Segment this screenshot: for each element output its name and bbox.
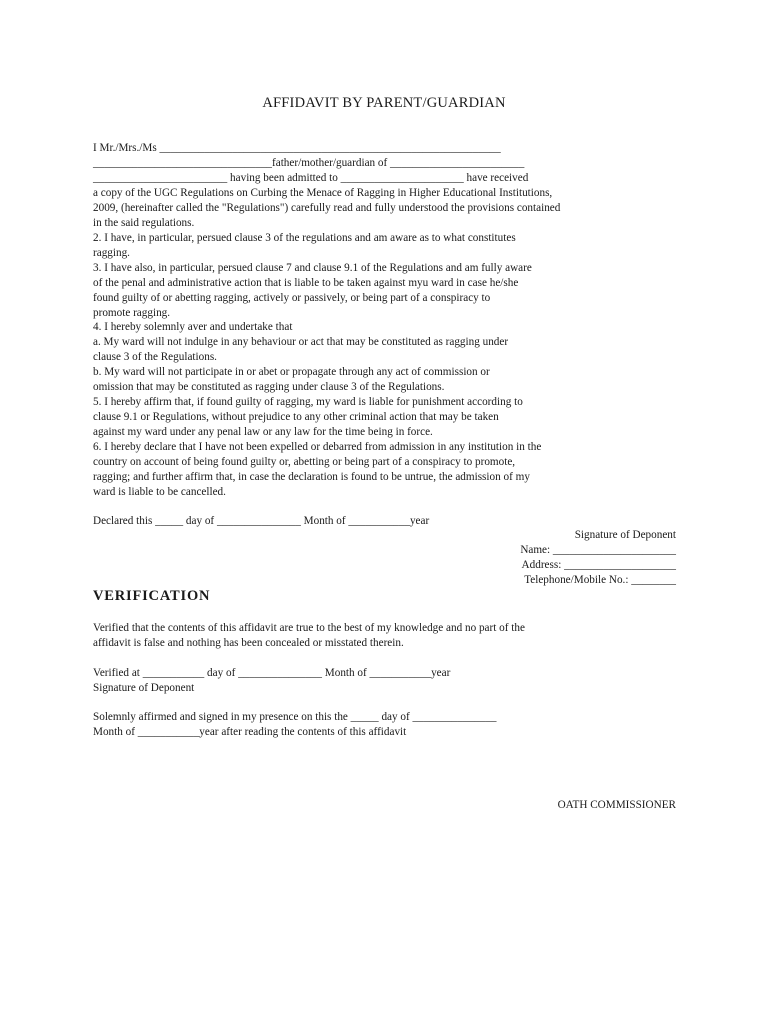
body-line-14: a. My ward will not indulge in any behaviour or act that may be constituted as ragging under xyxy=(93,336,509,348)
body-line-7: 2. I have, in particular, persued clause 3 of the regulations and am aware as to what constitutes xyxy=(93,232,516,244)
body-line-20: against my ward under any penal law or any law for the time being in force. xyxy=(93,426,433,438)
deponent-address-field: Address: ____________________ xyxy=(521,559,676,571)
body-line-17: omission that may be constituted as ragging under clause 3 of the Regulations. xyxy=(93,381,445,393)
body-line-2: ________________________________father/mother/guardian of ________________________ xyxy=(93,157,525,169)
body-line-5: 2009, (hereinafter called the "Regulations") carefully read and fully understood the provisions contained xyxy=(93,202,561,214)
body-line-18: 5. I hereby affirm that, if found guilty of ragging, my ward is liable for punishment according to xyxy=(93,396,523,408)
body-line-4: a copy of the UGC Regulations on Curbing the Menace of Ragging in Higher Educational Institutions, xyxy=(93,187,553,199)
verification-text-line-1: Verified that the contents of this affidavit are true to the best of my knowledge and no part of the xyxy=(93,622,525,634)
body-line-6: in the said regulations. xyxy=(93,217,195,229)
body-line-22: country on account of being found guilty or, abetting or being part of a conspiracy to promote, xyxy=(93,456,516,468)
verification-text-line-2: affidavit is false and nothing has been concealed or misstated therein. xyxy=(93,637,404,649)
body-line-1: I Mr./Mrs./Ms _____________________________________________________________ xyxy=(93,142,501,154)
body-line-13: 4. I hereby solemnly aver and undertake that xyxy=(93,321,293,333)
verification-heading: VERIFICATION xyxy=(93,588,211,604)
document-title: AFFIDAVIT BY PARENT/GUARDIAN xyxy=(262,95,506,111)
oath-commissioner-label: OATH COMMISSIONER xyxy=(557,799,676,811)
body-line-21: 6. I hereby declare that I have not been expelled or debarred from admission in any institution in the xyxy=(93,441,542,453)
body-line-9: 3. I have also, in particular, persued clause 7 and clause 9.1 of the Regulations and am fully aware xyxy=(93,262,532,274)
body-line-15: clause 3 of the Regulations. xyxy=(93,351,217,363)
body-line-10: of the penal and administrative action that is liable to be taken against myu ward in case he/she xyxy=(93,277,519,289)
deponent-name-field: Name: ______________________ xyxy=(520,544,676,556)
declared-line: Declared this _____ day of _______________ Month of ___________year xyxy=(93,515,430,527)
body-line-19: clause 9.1 or Regulations, without prejudice to any other criminal action that may be taken xyxy=(93,411,499,423)
body-line-11: found guilty of or abetting ragging, actively or passively, or being part of a conspiracy to xyxy=(93,292,491,304)
affirmed-line-2: Month of ___________year after reading the contents of this affidavit xyxy=(93,726,407,738)
body-line-16: b. My ward will not participate in or abet or propagate through any act of commission or xyxy=(93,366,490,378)
body-line-23: ragging; and further affirm that, in case the declaration is found to be untrue, the admission of my xyxy=(93,471,530,483)
deponent-telephone-field: Telephone/Mobile No.: ________ xyxy=(524,574,676,586)
verified-at-line: Verified at ___________ day of _______________ Month of ___________year xyxy=(93,667,451,679)
body-line-12: promote ragging. xyxy=(93,307,171,319)
verified-signature-label: Signature of Deponent xyxy=(93,682,195,694)
body-line-8: ragging. xyxy=(93,247,130,259)
body-line-3: ________________________ having been admitted to ______________________ have received xyxy=(93,172,529,184)
body-line-24: ward is liable to be cancelled. xyxy=(93,486,226,498)
deponent-signature-label: Signature of Deponent xyxy=(574,529,676,541)
affirmed-line-1: Solemnly affirmed and signed in my presence on this the _____ day of _______________ xyxy=(93,711,497,723)
